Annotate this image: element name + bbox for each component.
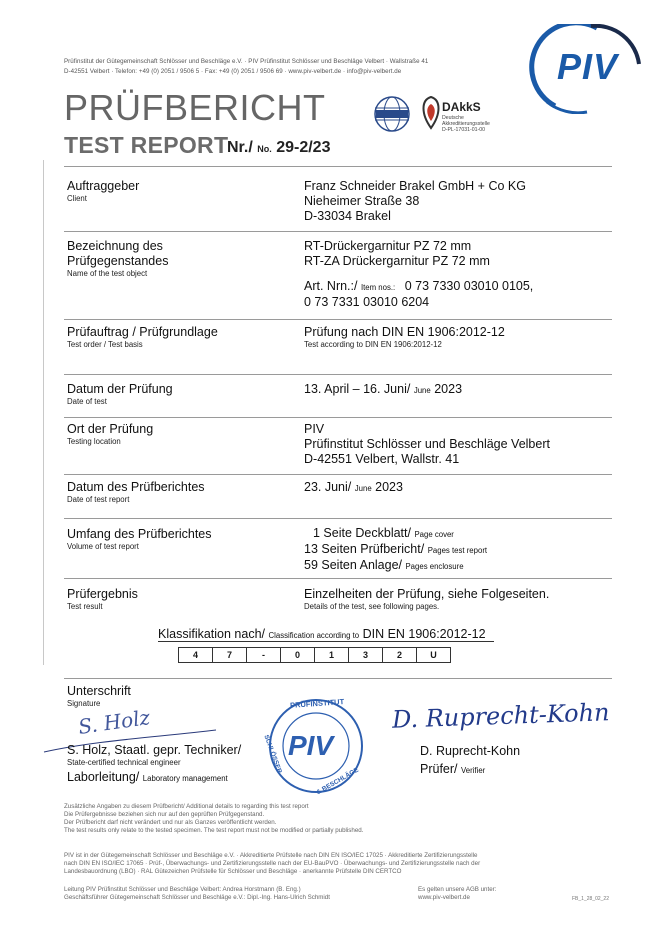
right-signer-role: Prüfer/ Verifier [420,762,486,776]
divider [64,518,612,519]
client-label: Auftraggeber [67,179,140,193]
classification-underline [158,641,494,642]
test-date-label-block: Datum der Prüfung Date of test [67,382,173,406]
class-digit: 0 [281,648,315,663]
divider [64,231,612,232]
divider [64,678,612,679]
left-signature: S. Holz [76,705,152,739]
header-address-line2: D-42551 Velbert · Telefon: +49 (0) 2051 / 9506 5 · Fax: +49 (0) 2051 / 9506 69 · www.piv-velbert.de · info@piv-velbert.de [64,68,402,75]
class-digit: 4 [179,648,213,663]
volume-value: 1 Seite Deckblatt/ Page cover 13 Seiten Prüfbericht/ Pages test report 59 Seiten Anlage/ Pages enclosure [304,526,488,572]
class-digit: 3 [349,648,383,663]
divider [64,417,612,418]
classification-code [178,647,451,663]
stamp-center-text: PIV [288,730,334,761]
footer-accreditation: PIV ist in der Gütegemeinschaft Schlösser und Beschläge e.V. · Akkreditierte Prüfstelle nach DIN EN ISO/IEC 17025 · Akkreditierte Zertifizierungsstelle nach DIN EN ISO/IEC 17065 · Prüf-, Überwachungs- und Zertifizierungsstelle nach der EU-BauPVO · Überwachungs- und Zertifizierungsstelle nach der Landesbauordnung (LBO) · RAL Gütezeichen Prüfstelle für Schlösser und Beschläge · anerkannte Prüfstelle DIN CERTCO [64,852,481,875]
divider [64,319,612,320]
left-margin-line [43,160,44,665]
test-order-label-block: Prüfauftrag / Prüfgrundlage Test order / Test basis [67,325,218,349]
dakks-sub: Deutsche Akkreditierungsstelle D-PL-17031-01-00 [442,115,490,133]
footer-terms: Es gelten unsere AGB unter: www.piv-velbert.de [418,886,497,901]
header-address-line1: Prüfinstitut der Gütegemeinschaft Schlösser und Beschläge e.V. · PIV Prüfinstitut Schlösser und Beschläge Velbert · Wallstraße 41 [64,58,429,65]
class-digit: 7 [213,648,247,663]
report-date-label-block: Datum des Prüfberichtes Date of test report [67,480,205,504]
form-code: FB_1_28_02_22 [572,896,609,902]
report-title: PRÜFBERICHT [64,87,326,128]
dakks-title: DAkkS [442,100,481,114]
stamp-right-text: & BESCHLÄGE [315,766,360,797]
footer-management: Leitung PIV Prüfinstitut Schlösser und Beschläge Velbert: Andrea Horstmann (B. Eng.) Geschäftsführer Gütegemeinschaft Schlösser und Beschläge e.V.: Dipl.-Ing. Hans-Ulrich Schmidt [64,886,330,901]
left-signer-title: State-certified technical engineer [67,758,181,767]
stamp-top-text: PRÜFINSTITUT [289,697,345,710]
dakks-mark [418,94,513,138]
right-signer-name: D. Ruprecht-Kohn [420,744,521,758]
client-label-block [67,179,139,204]
class-digit: U [417,648,451,663]
stamp-left-text: SCHLÖSSER [262,734,283,775]
client-value: Franz Schneider Brakel GmbH + Co KG Nieheimer Straße 38 D-33034 Brakel [304,179,526,223]
class-digit: 1 [315,648,349,663]
dakks-emblem-icon [418,94,444,134]
divider [64,374,612,375]
divider [64,166,612,167]
test-object-value: RT-Drückergarnitur PZ 72 mm RT-ZA Drückergarnitur PZ 72 mm Art. Nrn.:/ Item nos.: 0 73 7330 03010 0105, 0 73 7331 03010 6204 [304,239,534,309]
test-date-value: 13. April – 16. Juni/ June 2023 [304,382,463,396]
test-order-value: Prüfung nach DIN EN 1906:2012-12 Test according to DIN EN 1906:2012-12 [304,325,505,349]
divider [64,474,612,475]
accreditation-seal [372,94,412,134]
location-value: PIV Prüfinstitut Schlösser und Beschläge Velbert D-42551 Velbert, Wallstr. 41 [304,422,550,466]
class-digit: - [247,648,281,663]
piv-logo-text: PIV [557,46,619,87]
report-subtitle: TEST REPORT [64,132,229,158]
report-number: Nr./ No. 29-2/23 [227,139,331,156]
report-date-value: 23. Juni/ June 2023 [304,480,403,494]
right-signature: D. Ruprecht-Kohn [391,698,610,734]
volume-label-block: Umfang des Prüfberichtes Volume of test report [67,527,212,551]
client-sublabel: Client [67,194,87,203]
divider [64,578,612,579]
classification-label: Klassifikation nach/ Classification according to DIN EN 1906:2012-12 [158,627,486,641]
location-label-block: Ort der Prüfung Testing location [67,422,154,446]
class-digit: 2 [383,648,417,663]
piv-logo [527,24,647,114]
result-value: Einzelheiten der Prüfung, siehe Folgeseiten. Details of the test, see following pages. [304,587,550,611]
article-numbers: Art. Nrn.:/ Item nos.: 0 73 7330 03010 0105, [304,279,534,293]
signature-heading-block: Unterschrift Signature [67,684,131,708]
globe-seal-icon [372,94,412,134]
institute-stamp [262,696,366,797]
left-signer-role: Laborleitung/ Laboratory management [67,770,228,784]
test-object-label-block: Bezeichnung des Prüfgegenstandes Name of the test object [67,239,169,278]
result-label-block: Prüfergebnis Test result [67,587,138,611]
footer-notes: Zusätzliche Angaben zu diesem Prüfbericht/ Additional details to regarding this test report Die Prüfergebnisse beziehen sich nur auf den geprüften Prüfgegenstand. Der Prüfbericht darf nicht verändert und nur als Ganzes veröffentlicht werden. The test results only relate to the tested specimen. The test report must not be modified or partially published. [64,803,364,834]
left-signer-name: S. Holz, Staatl. gepr. Techniker/ [67,743,242,757]
